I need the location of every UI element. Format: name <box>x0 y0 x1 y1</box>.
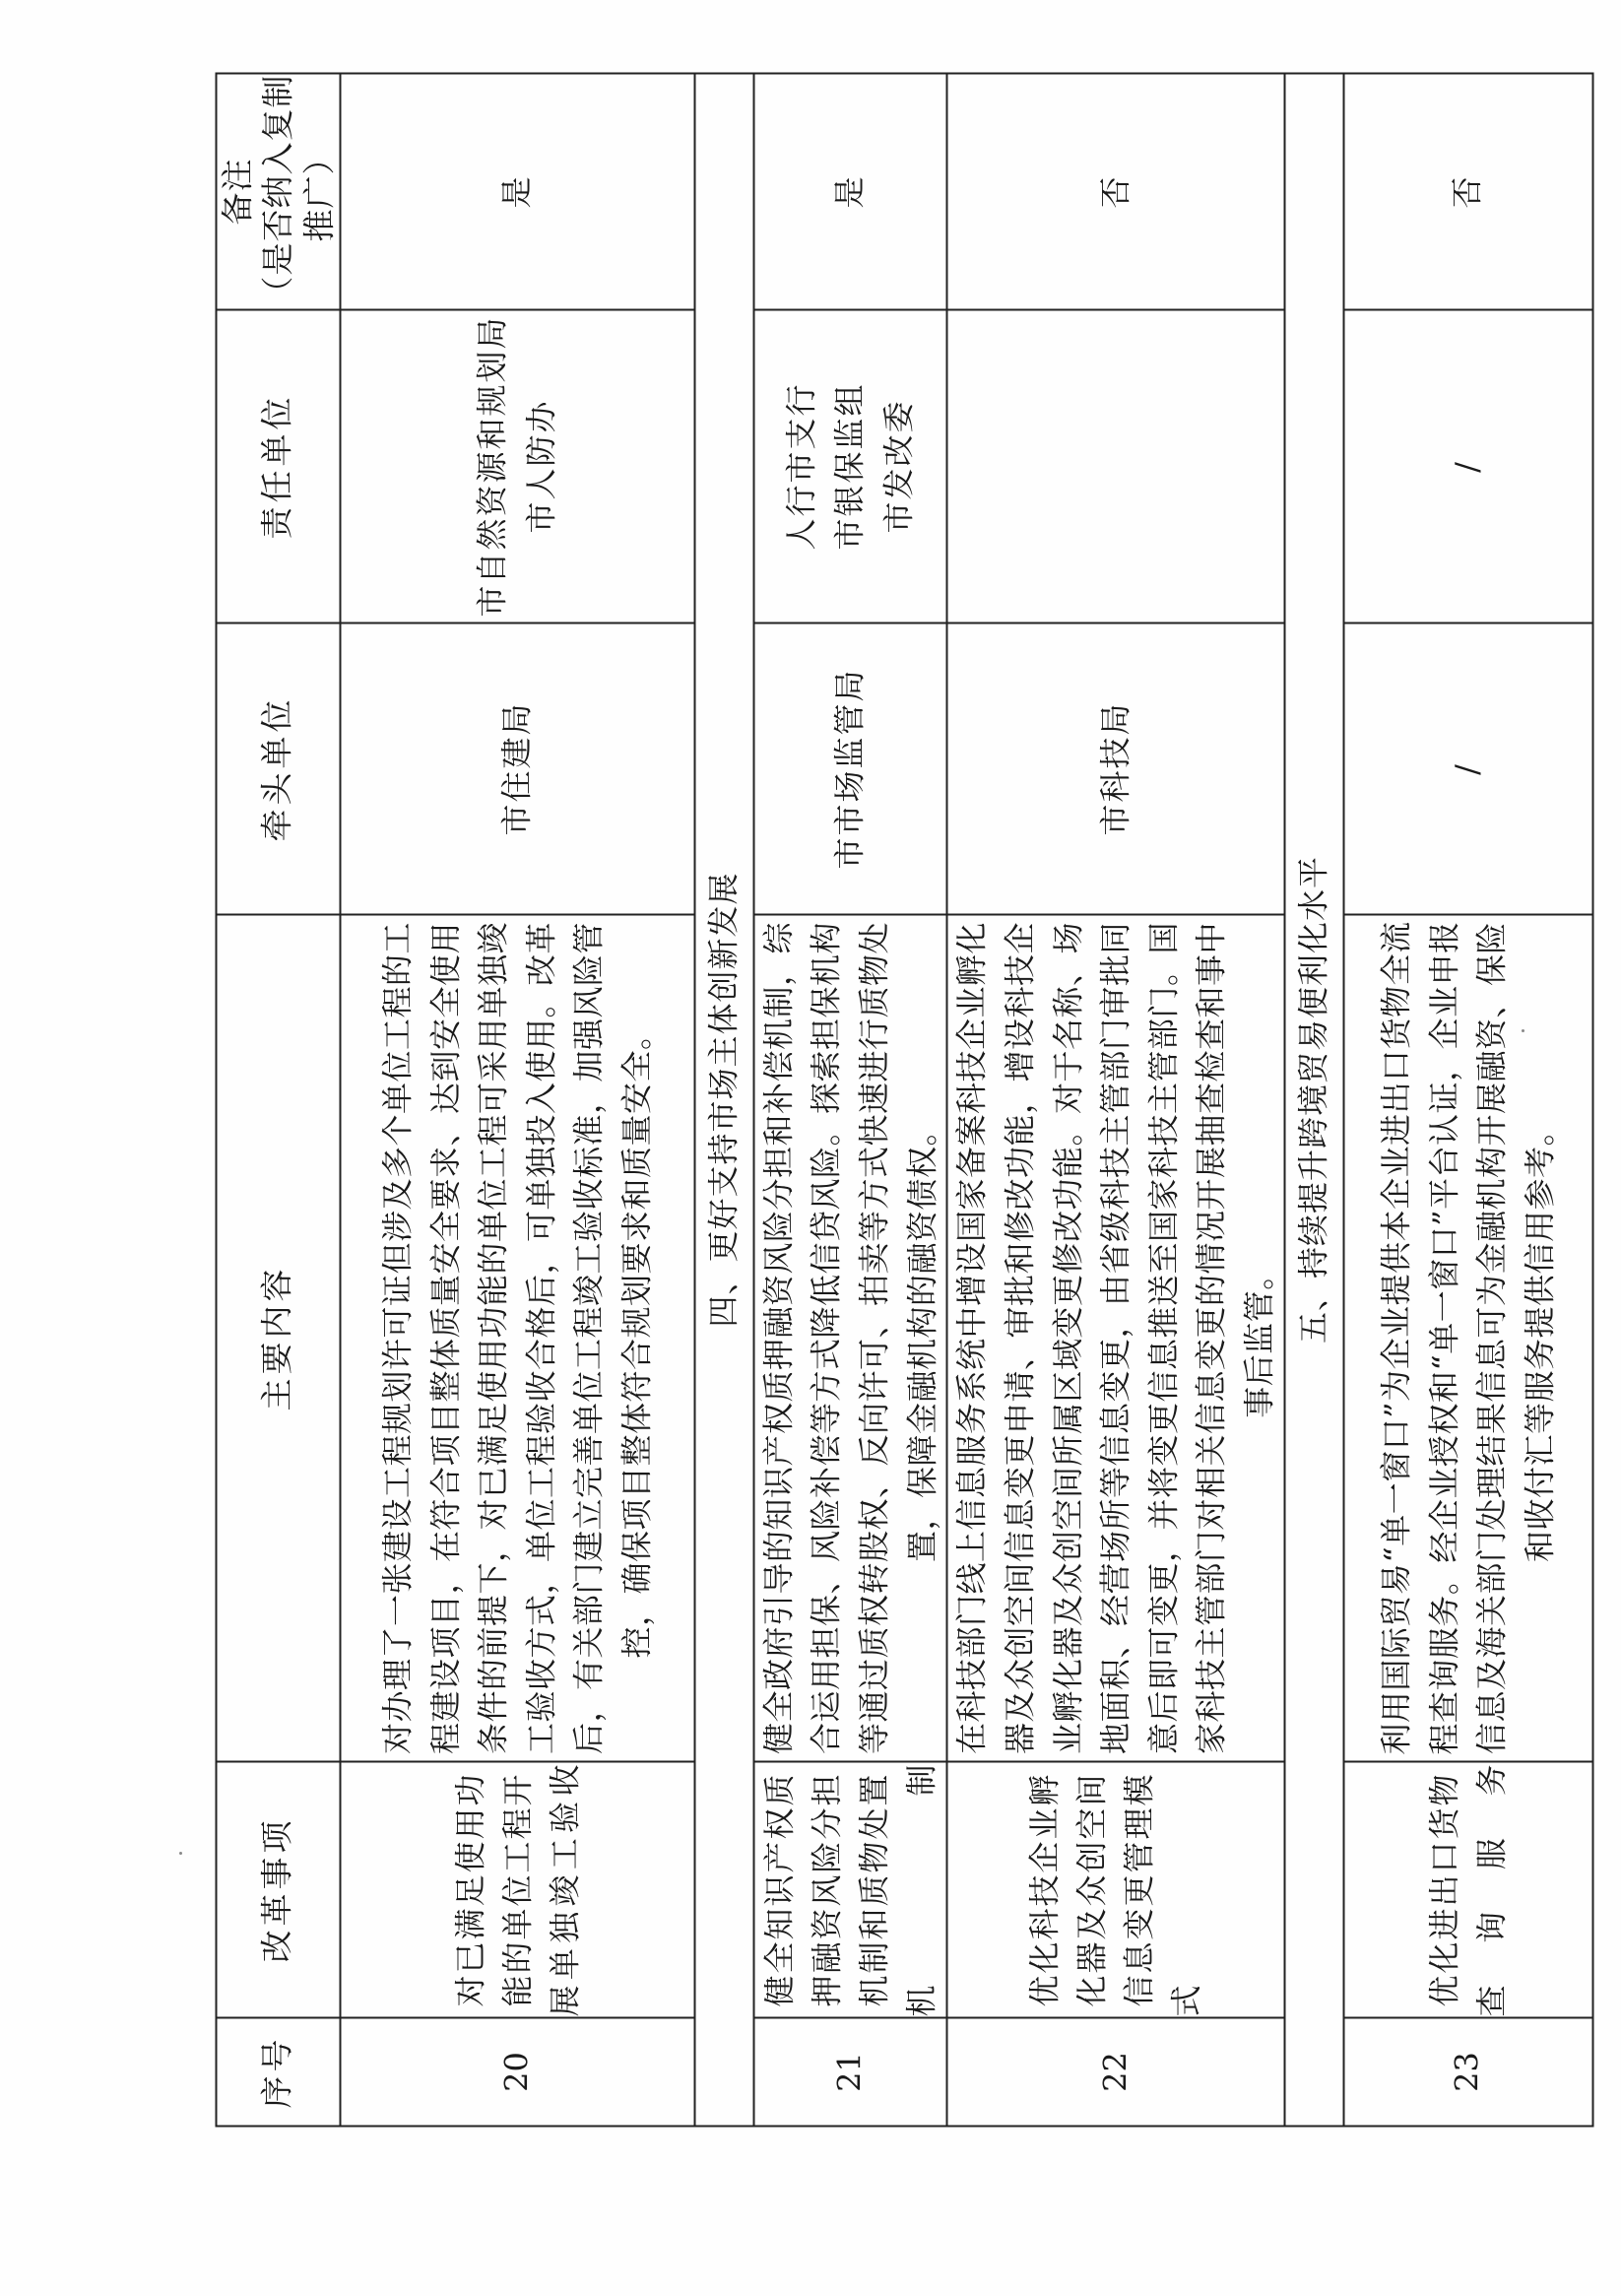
header-lead-unit: 牵头单位 <box>217 623 341 915</box>
header-num: 序号 <box>217 2018 341 2127</box>
scan-speck <box>179 1852 182 1855</box>
row-21-content: 健全政府引导的知识产权质押融资风险分担和补偿机制，综合运用担保、风险补偿等方式降低信贷风险。探索担保机构等通过质权转股权、反向许可、拍卖等方式快速进行质物处置，保障金融机构的融资债权。 <box>753 915 947 1762</box>
table-row <box>340 74 694 2127</box>
row-21-num: 21 <box>753 2018 947 2127</box>
section-4-title: 四、更好支持市场主体创新发展 <box>694 74 753 2127</box>
table-row <box>753 74 947 2127</box>
row-20-lead-unit: 市住建局 <box>340 623 694 915</box>
header-note <box>217 74 341 310</box>
header-resp-unit: 责任单位 <box>217 310 341 623</box>
row-21-resp-unit <box>753 310 947 623</box>
table-row <box>1343 74 1592 2127</box>
scan-speck <box>1522 1029 1524 1032</box>
row-23-note: 否 <box>1343 74 1592 310</box>
rotated-table-wrapper <box>216 74 1559 2128</box>
row-22-num: 22 <box>947 2018 1284 2127</box>
row-22-item: 优化科技企业孵化器及众创空间信息变更管理模式 <box>947 1762 1284 2018</box>
row-20-content: 对办理了一张建设工程规划许可证但涉及多个单位工程的工程建设项目，在符合项目整体质量安全要求、达到安全使用条件的前提下，对已满足使用功能的单位工程可采用单独竣工验收方式，单位工程验收合格后，可单独投入使用。改革后，有关部门建立完善单位工程竣工验收标准，加强风险管控，确保项目整体符合规划要求和质量安全。 <box>340 915 694 1762</box>
header-item: 改革事项 <box>217 1762 341 2018</box>
table-row <box>947 74 1284 2127</box>
row-20-note: 是 <box>340 74 694 310</box>
row-21-resp-line: 市银保监组 <box>830 382 869 551</box>
row-21-item: 健全知识产权质押融资风险分担机制和质物处置机制 <box>753 1762 947 2018</box>
row-20-num: 20 <box>340 2018 694 2127</box>
row-23-num: 23 <box>1343 2018 1592 2127</box>
row-22-resp-unit <box>947 310 1284 623</box>
row-23-item: 优化进出口货物查询服务 <box>1343 1762 1592 2018</box>
row-20-resp-line: 市自然资源和规划局 <box>473 315 511 618</box>
row-20-resp-unit <box>340 310 694 623</box>
row-21-resp-line: 人行市支行 <box>782 382 820 551</box>
header-note-line-1: 备注 <box>218 158 257 226</box>
row-20-resp-line: 市人防办 <box>522 399 560 534</box>
section-row <box>1284 74 1343 2127</box>
section-row <box>694 74 753 2127</box>
header-note-line-2: （是否纳入复制 <box>258 74 297 309</box>
row-23-content: 利用国际贸易“单一窗口”为企业提供本企业进出口货物全流程查询服务。经企业授权和“单一窗口”平台认证，企业申报信息及海关部门处理结果信息可为金融机构开展融资、保险和收付汇等服务提供信用参考。 <box>1343 915 1592 1762</box>
section-5-title: 五、持续提升跨境贸易便利化水平 <box>1284 74 1343 2127</box>
row-21-note: 是 <box>753 74 947 310</box>
row-20-item: 对已满足使用功能的单位工程开展单独竣工验收 <box>340 1762 694 2018</box>
row-21-lead-unit: 市市场监管局 <box>753 623 947 915</box>
row-23-lead-unit: / <box>1343 623 1592 915</box>
row-23-resp-unit: / <box>1343 310 1592 623</box>
row-22-note: 否 <box>947 74 1284 310</box>
header-note-line-3: 推广） <box>299 141 338 242</box>
row-22-content: 在科技部门线上信息服务系统中增设国家备案科技企业孵化器及众创空间信息变更申请、审批和修改功能，增设科技企业孵化器及众创空间所属区域变更修改功能。对于名称、场地面积、经营场所等信息变更，由省级科技主管部门审批同意后即可变更，并将变更信息推送至国家科技主管部门。国家科技主管部门对相关信息变更的情况开展抽查检查和事中事后监管。 <box>947 915 1284 1762</box>
table-header-row <box>217 74 341 2127</box>
reform-table <box>216 73 1594 2128</box>
row-22-lead-unit: 市科技局 <box>947 623 1284 915</box>
header-content: 主要内容 <box>217 915 341 1762</box>
row-21-resp-line: 市发改委 <box>879 399 918 534</box>
